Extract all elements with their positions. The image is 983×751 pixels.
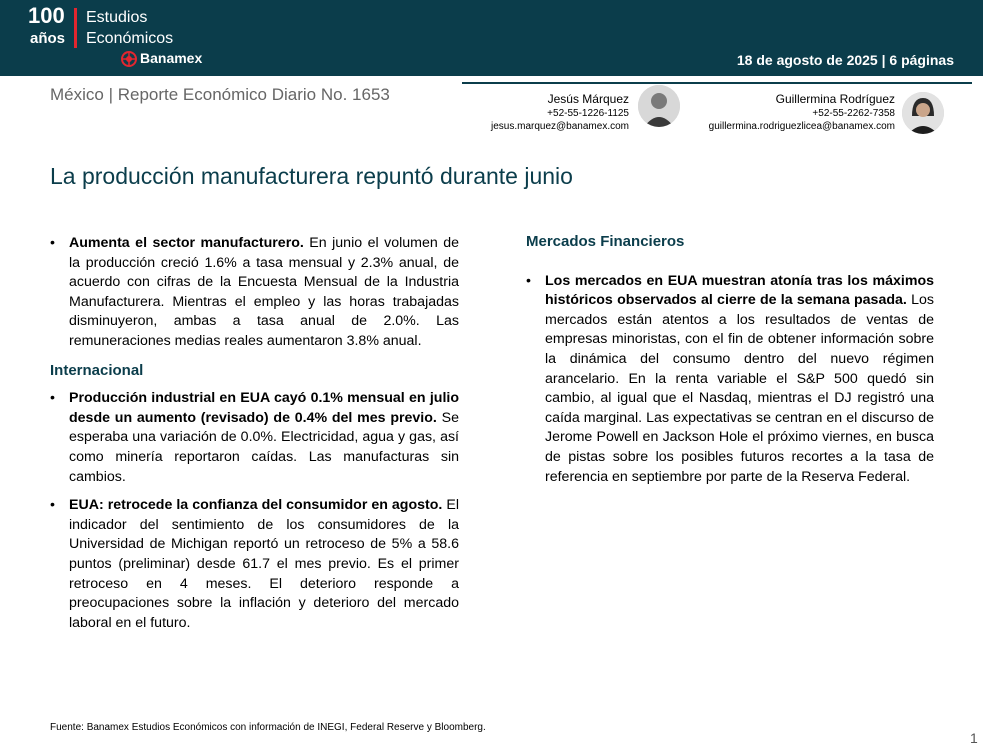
author-card-1 <box>491 92 629 133</box>
source-note: Fuente: Banamex Estudios Económicos con información de INEGI, Federal Reserve y Bloomberg. <box>50 722 486 733</box>
author-card-2 <box>709 92 895 133</box>
right-column <box>526 232 934 487</box>
author-email: jesus.marquez@banamex.com <box>491 121 629 132</box>
date-pages: 18 de agosto de 2025 | 6 páginas <box>736 52 954 68</box>
author-divider <box>462 82 972 84</box>
bullet-symbol: • <box>526 272 531 289</box>
bullet-headline: Los mercados en EUA muestran atonía tras los máximos históricos observados al cierre de la semana pasada. <box>545 272 934 309</box>
bullet-industrial-production <box>50 389 459 487</box>
bullet-consumer-confidence <box>50 496 459 633</box>
bullet-symbol: • <box>50 390 55 407</box>
report-title: México | Reporte Económico Diario No. 1653 <box>50 85 390 104</box>
header-banner <box>0 0 983 76</box>
bullet-symbol: • <box>50 497 55 514</box>
author-photo-2 <box>902 92 944 134</box>
bullet-body: Se esperaba una variación de 0.0%. Electricidad, agua y gas, así como minería reportaron caídas. Las manufacturas sin cambios. <box>69 409 459 485</box>
bullet-headline: EUA: retrocede la confianza del consumidor en agosto. <box>69 497 443 514</box>
bullet-symbol: • <box>50 235 55 251</box>
bullet-headline: Aumenta el sector manufacturero. <box>69 235 304 251</box>
section-heading-international: Internacional <box>50 361 144 379</box>
bullet-markets <box>526 272 934 488</box>
bullet-body: El indicador del sentimiento de los consumidores de la Universidad de Michigan reportó un retroceso de 5% a 58.6 puntos (preliminar) desde 61.7 el mes previo. Es el primer retroceso en 4 meses. El deterioro responde a preocupaciones sobre la inflación y deterioro del mercado laboral en el futuro. <box>69 497 460 631</box>
bullet-headline: Producción industrial en EUA cayó 0.1% mensual en julio desde un aumento (revisado) de 0.4% del mes previo. <box>69 390 459 426</box>
bullet-body: En junio el volumen de la producción creció 1.6% a tasa mensual y 2.3% anual, de acuerdo con cifras de la Encuesta Mensual de la Industria Manufacturera. Mientras el empleo y las horas trabajadas disminuyeron, ambas a tasa anual de 2.0%. Las remuneraciones medias reales aumentaron 3.8% anual. <box>69 235 459 349</box>
logo-divider <box>74 8 77 48</box>
author-email: guillermina.rodriguezlicea@banamex.com <box>708 121 895 132</box>
author-phone: +52-55-2262-7358 <box>812 108 895 119</box>
bullet-manufacturing <box>50 234 459 352</box>
page-number: 1 <box>970 730 978 746</box>
anniversary-word: años <box>30 30 66 47</box>
section-heading-markets: Mercados Financieros <box>526 233 685 250</box>
brand-name: Banamex <box>140 50 203 66</box>
person-icon <box>638 85 680 127</box>
banamex-logo-icon <box>121 51 137 67</box>
bullet-body: Los mercados están atentos a los resultados de ventas de empresas minoristas, con el fin de obtener información sobre la dinámica del consumo dentro del nuevo régimen arancelario. En la renta variable el S&P 500 quedó sin cambio, al igual que el Nasdaq, mientras el DJ registró una caída marginal. Las expectativas se centran en el discurso de Jerome Powell en Jackson Hole el próximo viernes, en busca de pistas sobre los posibles futuros recortes a la tasa de referencia en septiembre por parte de la Reserva Federal. <box>545 292 934 485</box>
author-name: Guillermina Rodríguez <box>775 92 895 106</box>
author-name: Jesús Márquez <box>547 92 629 106</box>
unit-name-line2: Económicos <box>86 30 174 47</box>
author-phone: +52-55-1226-1125 <box>547 108 629 119</box>
anniversary-number: 100 <box>28 3 65 28</box>
unit-name-line1: Estudios <box>86 9 148 26</box>
left-column <box>50 234 459 633</box>
document-title: La producción manufacturera repuntó durante junio <box>50 163 573 189</box>
person-icon <box>902 92 944 134</box>
author-photo-1 <box>638 85 680 127</box>
